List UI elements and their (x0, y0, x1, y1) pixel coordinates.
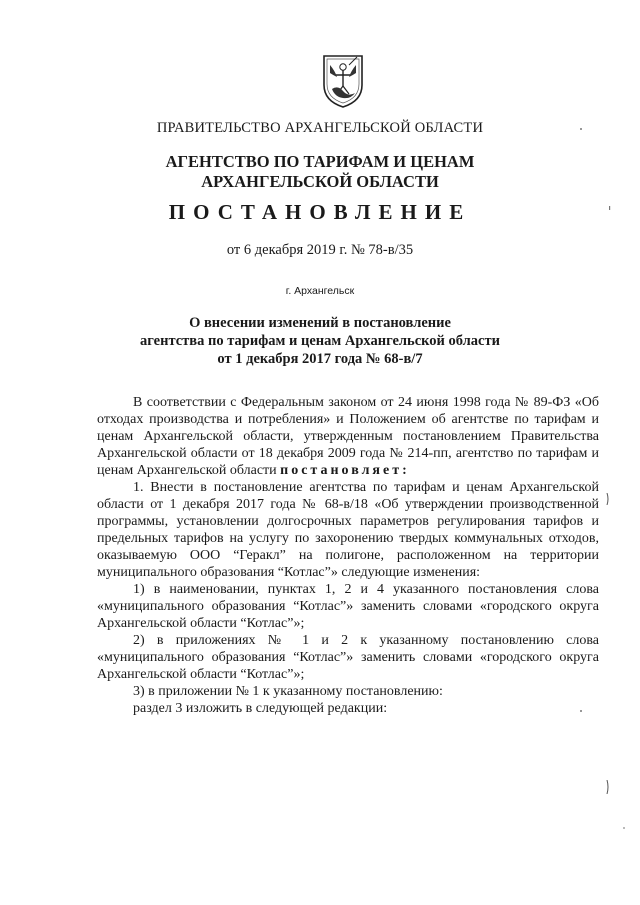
coat-of-arms-icon (321, 53, 365, 109)
scan-speck (579, 709, 583, 713)
subject-line2: агентства по тарифам и ценам Архангельской области (140, 333, 500, 349)
subitem-1-paragraph: 1) в наименовании, пунктах 1, 2 и 4 указанного постановления слова «муниципального образования “Котлас”» заменить словами «городского округа Архангельской области “Котлас”»; (97, 582, 599, 631)
government-name: ПРАВИТЕЛЬСТВО АРХАНГЕЛЬСКОЙ ОБЛАСТИ (156, 120, 484, 136)
item-1-paragraph: 1. Внести в постановление агентства по тарифам и ценам Архангельской области от 1 декабря 2017 года № 68-в/18 «Об утверждении производственной программы, установлении долгосрочных параметров регулирования тарифов и предельных тарифов на услугу по захоронению твердых коммунальных отходов, оказываемую ООО “Геракл” на полигоне, расположенном на территории муниципального образования “Котлас”» следующие изменения: (97, 480, 599, 580)
scan-speck (606, 493, 610, 505)
subject-line3: от 1 декабря 2017 года № 68-в/7 (217, 351, 423, 367)
subject-line1: О внесении изменений в постановление (189, 315, 451, 331)
scan-speck (608, 206, 612, 210)
intro-text: В соответствии с Федеральным законом от 24 июня 1998 года № 89-ФЗ «Об отходах производства и потребления» и Положением об агентстве по тарифам и ценам Архангельской области, утвержденным постановлением Правительства Архангельской области от 18 декабря 2009 года № 214-пп, агентство по тарифам и ценам Архангельской области (97, 395, 599, 478)
scan-speck (606, 780, 610, 794)
issue-city: г. Архангельск (285, 285, 355, 297)
scan-speck (579, 127, 583, 131)
subitem-2-paragraph: 2) в приложениях № 1 и 2 к указанному постановлению слова «муниципального образования “Котлас”» заменить словами «городского округа Архангельской области “Котлас”»; (97, 633, 599, 682)
decree-subject (0, 314, 640, 368)
subitem-3a-paragraph: раздел 3 изложить в следующей редакции: (133, 701, 388, 716)
resolves-word: постановляет: (280, 463, 410, 478)
agency-name-line2: АРХАНГЕЛЬСКОЙ ОБЛАСТИ (201, 172, 439, 191)
decree-date-number: от 6 декабря 2019 г. № 78-в/35 (226, 242, 414, 258)
scan-speck (622, 826, 626, 830)
agency-name-line1: АГЕНТСТВО ПО ТАРИФАМ И ЦЕНАМ (165, 152, 475, 171)
decree-body (97, 394, 599, 717)
document-type-title: ПОСТАНОВЛЕНИЕ (168, 200, 472, 224)
agency-name (0, 152, 640, 192)
intro-paragraph (97, 394, 599, 479)
subitem-3-paragraph: 3) в приложении № 1 к указанному постановлению: (133, 684, 443, 699)
